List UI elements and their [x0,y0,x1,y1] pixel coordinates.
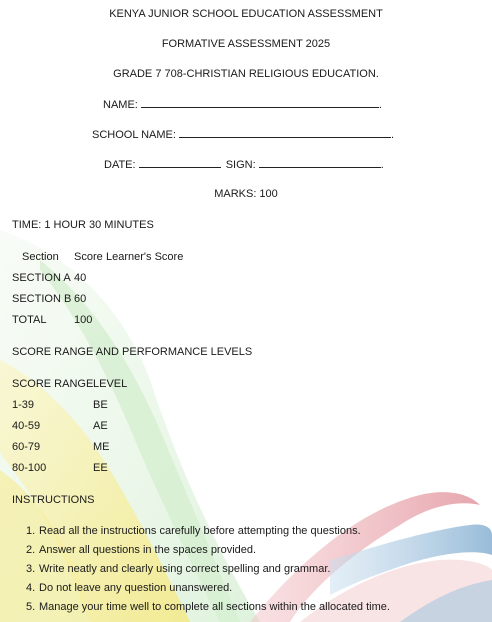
instruction-item [26,600,390,614]
performance-row-range: 80-100 [12,462,47,474]
sign-label: SIGN: [225,159,256,171]
score-table-header-section: Section [22,251,59,263]
score-row-section: TOTAL [12,314,47,326]
instruction-item [26,524,361,538]
header-subtitle: FORMATIVE ASSESSMENT 2025 [161,38,331,50]
date-label: DATE: [104,159,136,171]
performance-header-range: SCORE RANGE [12,378,94,390]
performance-row-level: EE [93,462,108,474]
school-name-input-line[interactable] [179,127,391,138]
performance-heading: SCORE RANGE AND PERFORMANCE LEVELS [12,346,253,358]
score-row-score: 100 [74,314,93,326]
instruction-number: 3. [26,563,36,575]
performance-row-range: 60-79 [12,441,41,453]
instruction-item [26,581,232,595]
header-grade: GRADE 7 708-CHRISTIAN RELIGIOUS EDUCATION. [113,68,379,80]
instruction-text: Manage your time well to complete all sections within the allocated time. [39,601,390,613]
instruction-text: Do not leave any question unanswered. [39,582,233,594]
name-input-line[interactable] [141,97,379,108]
time-allowed: TIME: 1 HOUR 30 MINUTES [12,219,154,231]
instruction-number: 5. [26,601,36,613]
header-title: KENYA JUNIOR SCHOOL EDUCATION ASSESSMENT [109,8,383,20]
name-field-row [103,97,382,112]
instruction-number: 4. [26,582,36,594]
performance-row-level: AE [93,420,108,432]
instruction-item [26,562,330,576]
instruction-item [26,543,256,557]
performance-row-level: BE [93,399,108,411]
instruction-number: 1. [26,525,36,537]
school-name-label: SCHOOL NAME: [92,129,176,141]
instruction-number: 2. [26,544,36,556]
score-table-header-learner: Learner's Score [106,251,184,263]
score-row-section: SECTION B [12,293,72,305]
name-label: NAME: [103,99,138,111]
school-end-dot: . [391,129,395,141]
instruction-text: Write neatly and clearly using correct spelling and grammar. [39,563,331,575]
instruction-text: Read all the instructions carefully before attempting the questions. [39,525,361,537]
date-input-line[interactable] [139,157,221,168]
performance-row-range: 40-59 [12,420,41,432]
performance-header-level: LEVEL [93,378,128,390]
score-row-score: 40 [74,272,87,284]
score-row-score: 60 [74,293,87,305]
performance-row-range: 1-39 [12,399,35,411]
sign-input-line[interactable] [259,157,381,168]
score-row-section: SECTION A [12,272,71,284]
sign-end-dot: . [380,159,384,171]
name-end-dot: . [378,99,382,111]
score-table-header-score: Score [74,251,103,263]
marks-total: MARKS: 100 [214,188,278,200]
date-sign-row [104,157,384,172]
instructions-heading: INSTRUCTIONS [12,494,95,506]
instruction-text: Answer all questions in the spaces provided. [39,544,257,556]
performance-row-level: ME [93,441,110,453]
school-field-row [92,127,394,142]
